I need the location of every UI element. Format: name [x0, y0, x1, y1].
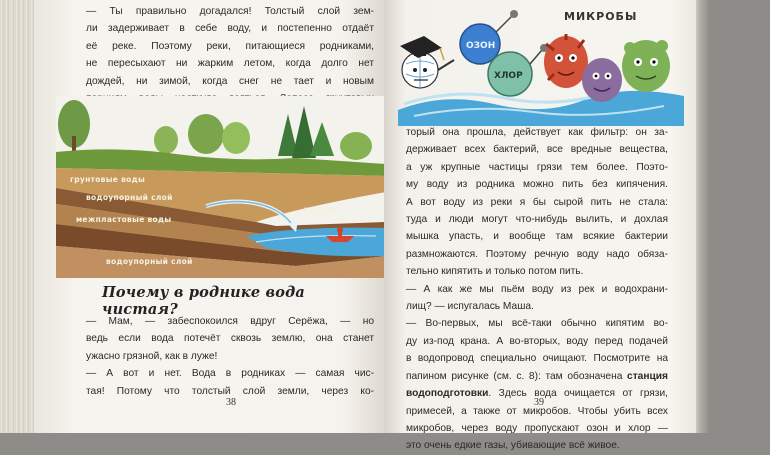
- microbe-purple: [582, 58, 622, 102]
- right-page: [384, 0, 696, 452]
- text-line: мышка упасть, и вообще там всякие бактерии: [406, 231, 668, 243]
- text-line: — А вот и нет. Вода в родниках — самая чис-: [86, 368, 374, 380]
- bold-term: станция: [627, 370, 668, 382]
- microbes-label: МИКРОБЫ: [564, 10, 638, 23]
- section-heading: Почему в роднике вода чистая?: [102, 284, 306, 318]
- text-line: ли задерживает в себе воду, и постепенно отдаёт: [86, 23, 374, 35]
- text-line: тая! Потому что толстый слой земли, через ко-: [86, 385, 374, 397]
- text-line: торый она прошла, действует как фильтр: он за-: [406, 127, 668, 138]
- globe-scholar-character: [400, 36, 454, 88]
- text-line: примесей, а также от микробов. Чтобы убить всех: [406, 405, 668, 417]
- page-number-left: 38: [226, 397, 236, 408]
- text-line: [406, 368, 668, 385]
- text-line: её реке. Поэтому реки, питающиеся родниками,: [86, 40, 374, 52]
- label-aquifer-top: водоупорный слой: [86, 193, 173, 202]
- text-line: дождей, ни зимой, когда снег не тает и новым: [86, 75, 374, 87]
- text-line: не пересыхают ни жарким летом, когда долго нет: [86, 58, 374, 70]
- microbes-illustration: [384, 0, 696, 128]
- text-line: му воду из родника можно пить без кипячения.: [406, 179, 668, 191]
- label-groundwater: грунтовые воды: [70, 175, 146, 184]
- text-line: держивает всех бактерий, все вредные вещества,: [406, 144, 668, 156]
- text-line: а уж крупные частицы грязи тем более. Поэто-: [406, 161, 668, 173]
- groundwater-illustration: [56, 96, 386, 278]
- text-line: — Во-первых, мы всё-таки обычно кипятим во-: [406, 318, 668, 330]
- ozone-label: ОЗОН: [466, 41, 496, 51]
- text-line: размножаются. Поэтому речную воду надо обяза-: [406, 248, 668, 260]
- microbe-green: [622, 40, 670, 92]
- page-edge-stack-right: [694, 0, 770, 433]
- text-line: в водопровод специально очищают. Посмотрите на: [406, 353, 668, 365]
- microbe-red: [544, 34, 588, 88]
- text-line: туда и люди могут что-нибудь вылить, и дохлая: [406, 214, 668, 226]
- text-segment: . Здесь вода очищается от грязи,: [488, 388, 668, 400]
- text-line: ведь если вода потечёт сквозь землю, она станет: [86, 333, 374, 345]
- text-segment: папином рисунке (см. с. 8): там обозначена: [406, 370, 623, 382]
- text-line: — Ты правильно догадался! Толстый слой зем-: [86, 6, 374, 17]
- left-page: [34, 0, 384, 433]
- text-line: — А как же мы пьём воду из рек и водохрани-: [406, 283, 668, 295]
- label-interstratal: межпластовые воды: [76, 215, 172, 224]
- text-line: А вот воду из реки я бы сырой пить не стала:: [406, 196, 668, 208]
- page-number-right: 39: [534, 397, 544, 408]
- chlorine-label: ХЛОР: [494, 71, 523, 81]
- bold-term: водоподготовки: [406, 388, 489, 400]
- text-line: это очень едкие газы, убивающие всё живое.: [406, 440, 620, 452]
- left-bottom-paragraph: [86, 313, 374, 400]
- label-spring: родник: [304, 205, 338, 214]
- text-line: ду из-под крана. А во-вторых, воду перед подачей: [406, 335, 668, 347]
- text-line: микробов, через воду пропускают озон и хлор —: [406, 422, 668, 434]
- text-line: тельно кипятить и только потом пить.: [406, 266, 584, 278]
- page-edge-stack-left: [0, 0, 38, 433]
- label-aquifer-bottom: водоупорный слой: [106, 257, 193, 266]
- text-line: ужасно грязной, как в луже!: [86, 350, 218, 362]
- text-line: — Мам, — забеспокоился вдруг Серёжа, — но: [86, 316, 374, 327]
- text-line: лищ? — испугалась Маша.: [406, 301, 534, 313]
